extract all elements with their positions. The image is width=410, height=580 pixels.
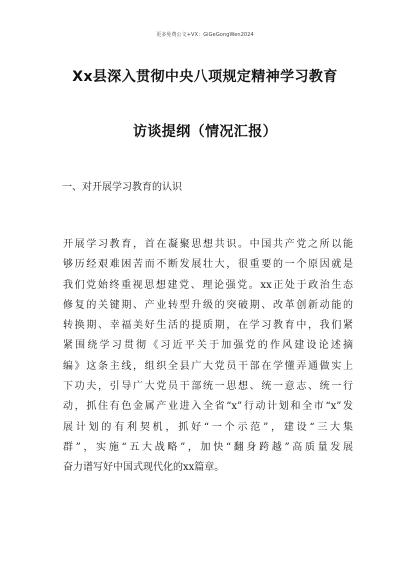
paragraph-line: 开展学习教育，首在凝聚思想共识。中国共产党之所以能 [63, 239, 353, 250]
paragraph-line: 下功夫，引导广大党员干部统一思想、统一意志、统一行 [63, 381, 353, 393]
paragraph-line: 展计划的有利契机，抓好“一个示范”，建设“三大集 [63, 421, 353, 433]
document-title-line-1: Xx县深入贯彻中央八项规定精神学习教育 [72, 69, 338, 85]
paragraph-line: 群”，实施“五大战略”，加快“翻身跨越”高质量发展 [63, 441, 353, 453]
paragraph-line: 转换期、幸福美好生活的提质期，在学习教育中，我们紧 [63, 320, 353, 332]
paragraph-line: 够历经艰难困苦而不断发展壮大，很重要的一个原因就是 [63, 259, 353, 271]
paragraph-line: 动，抓住有色金属产业进入全省“x”行动计划和全市“x”发 [63, 401, 353, 413]
paragraph-line: 奋力谱写好中国式现代化的xx篇章。 [63, 462, 225, 474]
document-title-line-2: 访谈提纲（情况汇报） [133, 124, 277, 140]
paragraph-line: 我们党始终重视思想建党、理论强党。xx正处于政治生态 [63, 279, 353, 291]
body-paragraph [63, 235, 353, 479]
section-heading: 一、对开展学习教育的认识 [62, 182, 182, 193]
paragraph-line: 编》这条主线，组织全县广大党员干部在学懂弄通做实上 [63, 360, 353, 372]
header-note: 更多免费公文+VX：GiGeGongWen2024 [156, 32, 254, 38]
paragraph-line: 紧围绕学习贯彻《习近平关于加强党的作风建设论述摘 [63, 340, 353, 352]
paragraph-line: 修复的关键期、产业转型升级的突破期、改革创新动能的 [63, 299, 353, 311]
